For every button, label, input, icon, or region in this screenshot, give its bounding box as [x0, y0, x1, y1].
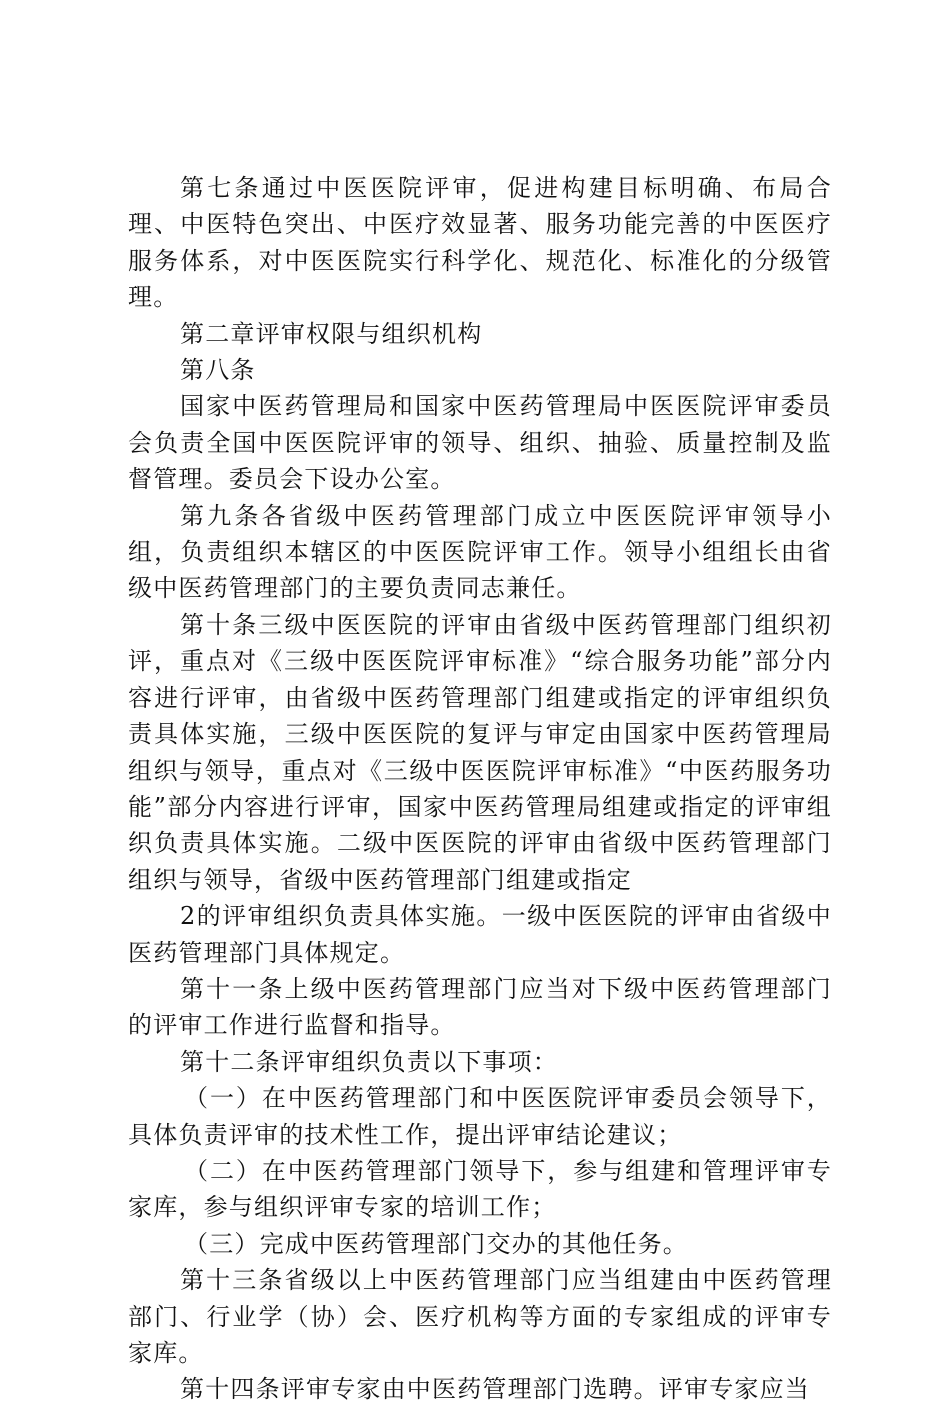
paragraph-article-7: 第七条通过中医医院评审，促进构建目标明确、布局合理、中医特色突出、中医疗效显著、服务功能完善的中医医疗服务体系，对中医医院实行科学化、规范化、标准化的分级管理。	[128, 174, 832, 312]
list-item-3: （三）完成中医药管理部门交办的其他任务。	[184, 1229, 688, 1258]
document-body	[128, 170, 832, 1408]
paragraph-article-8: 国家中医药管理局和国家中医药管理局中医医院评审委员会负责全国中医医院评审的领导、组织、抽验、质量控制及监督管理。委员会下设办公室。	[128, 392, 832, 494]
paragraph-article-12: 第十二条评审组织负责以下事项：	[180, 1047, 558, 1076]
paragraph-article-11: 第十一条上级中医药管理部门应当对下级中医药管理部门的评审工作进行监督和指导。	[128, 974, 832, 1040]
paragraph-article-10: 第十条三级中医医院的评审由省级中医药管理部门组织初评，重点对《三级中医医院评审标准》“综合服务功能”部分内容进行评审，由省级中医药管理部门组建或指定的评审组织负责具体实施，三级中医医院的复评与审定由国家中医药管理局组织与领导，重点对《三级中医医院评审标准》“中医药服务功能”部分内容进行评审，国家中医药管理局组建或指定的评审组织负责具体实施。二级中医医院的评审由省级中医药管理部门组织与领导，省级中医药管理部门组建或指定	[128, 610, 832, 894]
article-8-heading: 第八条	[180, 356, 256, 385]
paragraph-article-10-cont: 2的评审组织负责具体实施。一级中医医院的评审由省级中医药管理部门具体规定。	[128, 902, 832, 967]
paragraph-article-14: 第十四条评审专家由中医药管理部门选聘。评审专家应当	[180, 1375, 810, 1404]
chapter-heading: 第二章评审权限与组织机构	[180, 319, 483, 348]
paragraph-article-9: 第九条各省级中医药管理部门成立中医医院评审领导小组，负责组织本辖区的中医医院评审工作。领导小组组长由省级中医药管理部门的主要负责同志兼任。	[128, 501, 832, 603]
paragraph-article-13: 第十三条省级以上中医药管理部门应当组建由中医药管理部门、行业学（协）会、医疗机构等方面的专家组成的评审专家库。	[128, 1266, 832, 1367]
list-item-1: （一）在中医药管理部门和中医医院评审委员会领导下，具体负责评审的技术性工作，提出评审结论建议；	[128, 1084, 832, 1149]
list-item-2: （二）在中医药管理部门领导下，参与组建和管理评审专家库，参与组织评审专家的培训工作；	[128, 1156, 832, 1222]
